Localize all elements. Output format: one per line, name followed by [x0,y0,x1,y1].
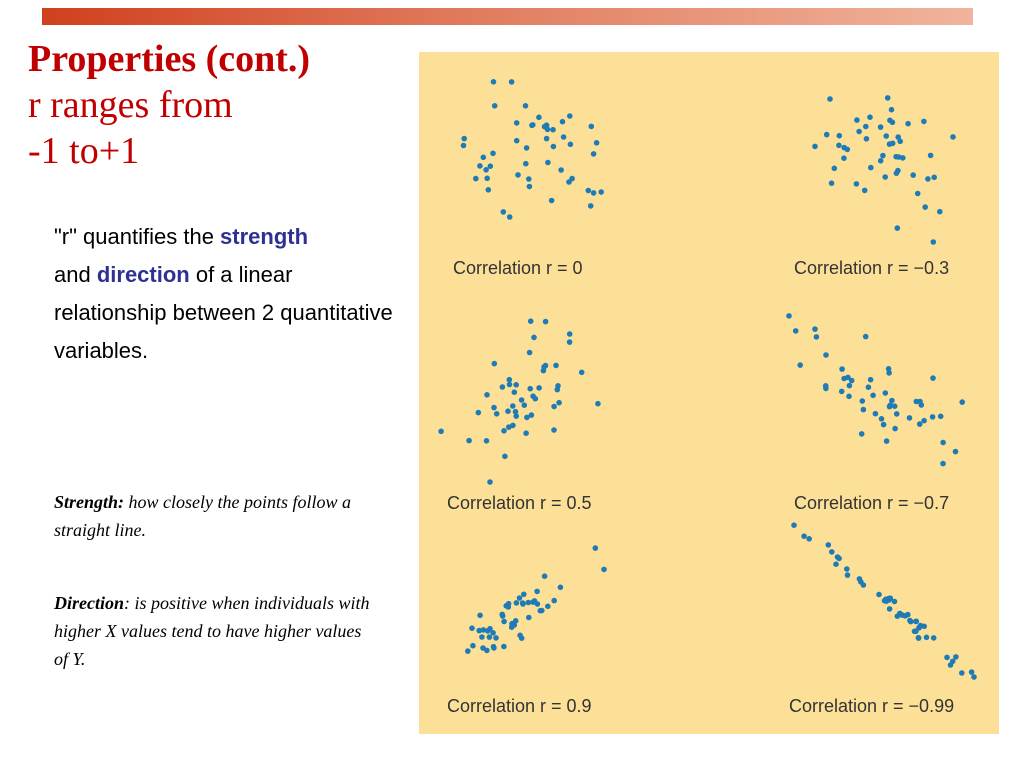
scatter-point [520,600,526,606]
scatter-point [490,151,496,157]
scatter-point [878,158,884,164]
scatter-point [601,567,607,573]
scatter-point [841,145,847,151]
scatter-point [521,592,527,598]
scatter-point [917,421,923,427]
plot-label-r-neg07: Correlation r = −0.7 [794,493,950,513]
scatter-point [558,167,564,173]
scatter-point [595,401,601,407]
scatter-point [526,615,532,621]
scatter-point [544,136,550,142]
scatter-point [894,170,900,176]
scatter-point [884,438,890,444]
scatter-point [857,576,863,582]
scatter-point [568,142,574,148]
scatter-point [930,414,936,420]
scatter-point [484,176,490,182]
scatter-point [522,402,528,408]
scatter-point [466,438,472,444]
scatter-point [507,214,513,220]
slide-subtitle-line1: r ranges from [28,84,233,126]
scatter-point [905,121,911,127]
scatter-point [931,175,937,181]
scatter-point [527,386,533,392]
scatter-point [481,155,487,161]
scatter-point [859,431,865,437]
scatter-point [473,176,479,182]
scatter-point [501,209,507,215]
scatter-point [479,634,485,640]
scatter-point [534,589,540,595]
scatter-point [542,573,548,579]
scatter-point [861,407,867,413]
scatter-point [953,449,959,455]
scatter-point [517,595,523,601]
scatter-point [513,382,519,388]
scatter-point [461,136,467,142]
scatter-point [908,619,914,625]
scatter-point [931,635,937,641]
scatter-point [823,352,829,358]
emphasis-strength: strength [220,224,309,249]
scatter-point [928,153,934,159]
correlation-figure [419,52,999,734]
scatter-point [864,136,870,142]
scatter-point [512,389,518,395]
scatter-point [523,161,529,167]
scatter-point [545,604,551,610]
scatter-point [493,635,499,641]
scatter-point [517,633,523,639]
scatter-point [837,133,843,139]
scatter-point [868,165,874,171]
scatter-point [835,554,841,560]
scatter-point [567,331,573,337]
scatter-point [567,339,573,345]
scatter-point [812,144,818,150]
scatter-point [847,383,853,389]
scatter-point [530,393,536,399]
scatter-point [890,141,896,147]
scatter-point [488,163,494,169]
scatter-point [503,603,509,609]
scatter-point [921,418,927,424]
scatter-point [551,598,557,604]
slide-subtitle-line2: -1 to+1 [28,130,140,172]
scatter-point [863,334,869,340]
scatter-point [895,613,901,619]
scatter-point [591,151,597,157]
scatter-point [490,630,496,636]
scatter-point [558,585,564,591]
scatter-point [541,368,547,374]
scatter-point [484,438,490,444]
scatter-point [841,376,847,382]
scatter-point [944,655,950,661]
scatter-point [924,635,930,641]
scatter-point [910,172,916,178]
scatter-point [883,133,889,139]
strength-note [54,488,374,544]
scatter-point [844,566,850,572]
scatter-point [806,536,812,542]
scatter-point [827,96,833,102]
scatter-point [527,350,533,356]
scatter-point [494,411,500,417]
scatter-point [882,598,888,604]
scatter-point [502,454,508,460]
scatter-point [948,662,954,668]
scatter-point [882,174,888,180]
scatter-point [931,239,937,245]
scatter-point [868,377,874,383]
scatter-point [917,399,923,405]
scatter-point [863,124,869,130]
direction-note-label: Direction [54,593,124,613]
scatter-point [892,426,898,432]
scatter-point [545,127,551,133]
scatter-point [921,119,927,125]
scatter-point [829,180,835,186]
scatter-point [836,143,842,149]
strength-note-label: Strength: [54,492,125,512]
scatter-point [886,597,892,603]
scatter-point [885,95,891,101]
scatter-point [512,622,518,628]
scatter-point [814,334,820,340]
scatter-point [938,414,944,420]
scatter-point [889,107,895,113]
scatter-point [545,160,551,166]
scatter-point [528,318,534,324]
scatter-point [514,138,520,144]
scatter-plots [419,52,999,734]
scatter-point [880,153,886,159]
scatter-point [519,397,525,403]
scatter-point [907,415,913,421]
scatter-point [560,119,566,125]
scatter-point [870,393,876,399]
scatter-point [860,398,866,404]
direction-note-text: : is positive when individuals with higher X values tend to have higher values of Y. [54,593,370,669]
body-text-3: of a linear relationship between 2 quantitative variables. [54,262,393,363]
scatter-point [841,155,847,161]
strength-note-text: how closely the points follow a straight line. [54,492,352,540]
scatter-point [586,188,592,194]
scatter-point [532,598,538,604]
scatter-point [487,479,493,485]
scatter-point [579,370,585,376]
scatter-point [916,625,922,631]
scatter-point [854,181,860,187]
scatter-point [878,124,884,130]
scatter-point [470,643,476,649]
title-block [28,36,310,174]
scatter-point [887,606,893,612]
scatter-point [593,545,599,551]
scatter-point [913,619,919,625]
scatter-point [856,129,862,135]
scatter-point [887,118,893,124]
scatter-point [569,176,575,182]
scatter-point [486,187,492,193]
scatter-point [895,225,901,231]
scatter-point [477,613,483,619]
scatter-point [507,382,513,388]
scatter-point [839,389,845,395]
scatter-point [594,140,600,146]
scatter-point [551,144,557,150]
scatter-point [598,189,604,195]
top-accent-bar [42,8,973,25]
plot-label-r09: Correlation r = 0.9 [447,696,592,716]
scatter-point [461,143,467,149]
scatter-point [492,361,498,367]
scatter-point [507,377,513,383]
scatter-point [527,184,533,190]
scatter-point [916,635,922,641]
scatter-point [465,648,471,654]
plot-label-r-neg099: Correlation r = −0.99 [789,696,955,716]
scatter-point [925,176,931,182]
scatter-point [543,319,549,325]
scatter-point [826,542,832,548]
scatter-point [894,411,900,417]
scatter-point [940,461,946,467]
scatter-point [591,190,597,196]
scatter-point [866,384,872,390]
scatter-point [523,430,529,436]
scatter-point [505,408,511,414]
scatter-point [526,176,532,182]
scatter-point [930,375,936,381]
scatter-point [950,134,956,140]
scatter-point [940,440,946,446]
scatter-point [824,132,830,138]
scatter-point [937,209,943,215]
scatter-point [539,608,545,614]
scatter-point [889,398,895,404]
emphasis-direction: direction [96,262,190,287]
scatter-point [501,428,507,434]
scatter-point [971,674,977,680]
scatter-point [832,166,838,172]
scatter-point [515,172,521,178]
scatter-point [845,572,851,578]
scatter-point [588,203,594,209]
scatter-point [893,154,899,160]
scatter-point [526,600,532,606]
scatter-point [536,115,542,121]
scatter-point [476,628,482,634]
scatter-point [530,122,536,128]
scatter-point [786,313,792,319]
scatter-point [883,390,889,396]
scatter-point [500,384,506,390]
scatter-point [555,383,561,389]
scatter-point [873,411,879,417]
scatter-point [553,363,559,369]
scatter-point [485,628,491,634]
scatter-point [506,424,512,430]
scatter-point [484,648,490,654]
plot-label-r-neg03: Correlation r = −0.3 [794,258,950,278]
scatter-point [905,612,911,618]
scatter-point [867,114,873,120]
scatter-point [862,188,868,194]
scatter-point [833,561,839,567]
scatter-point [484,392,490,398]
scatter-point [550,127,556,133]
scatter-point [881,422,887,428]
scatter-point [477,163,483,169]
scatter-point [879,416,885,422]
scatter-point [922,204,928,210]
scatter-point [887,404,893,410]
scatter-point [523,103,529,109]
scatter-point [491,405,497,411]
scatter-point [509,79,515,85]
scatter-point [846,394,852,400]
scatter-point [561,134,567,140]
scatter-point [915,191,921,197]
scatter-point [501,644,507,650]
scatter-point [876,592,882,598]
scatter-point [438,429,444,435]
scatter-point [514,600,520,606]
scatter-point [897,139,903,145]
scatter-point [969,669,975,675]
scatter-point [959,670,965,676]
scatter-point [476,410,482,416]
scatter-point [536,385,542,391]
scatter-point [797,362,803,368]
scatter-point [499,612,505,618]
scatter-point [567,113,573,119]
scatter-point [549,198,555,204]
scatter-point [514,120,520,126]
scatter-point [492,103,498,109]
scatter-point [959,399,965,405]
scatter-point [556,400,562,406]
scatter-point [491,645,497,651]
scatter-point [531,335,537,341]
scatter-point [839,366,845,372]
scatter-point [487,634,493,640]
scatter-point [791,522,797,528]
scatter-point [823,386,829,392]
scatter-point [529,412,535,418]
scatter-point [524,145,530,151]
direction-note [54,589,374,673]
plot-label-r05: Correlation r = 0.5 [447,493,592,513]
scatter-point [801,533,807,539]
scatter-point [812,326,818,332]
scatter-point [886,370,892,376]
body-text-1: "r" quantifies the [54,224,221,249]
scatter-point [829,549,835,555]
scatter-point [854,117,860,123]
scatter-point [491,79,497,85]
body-text-2: and [54,262,97,287]
scatter-point [469,625,475,631]
scatter-point [510,403,516,409]
plot-label-r0: Correlation r = 0 [453,258,583,278]
scatter-point [793,328,799,334]
scatter-point [513,409,519,415]
scatter-point [543,363,549,369]
slide-title: Properties (cont.) [28,38,311,80]
scatter-point [589,124,595,130]
body-paragraph [54,218,394,370]
scatter-point [501,619,507,625]
scatter-point [551,427,557,433]
scatter-point [551,404,557,410]
